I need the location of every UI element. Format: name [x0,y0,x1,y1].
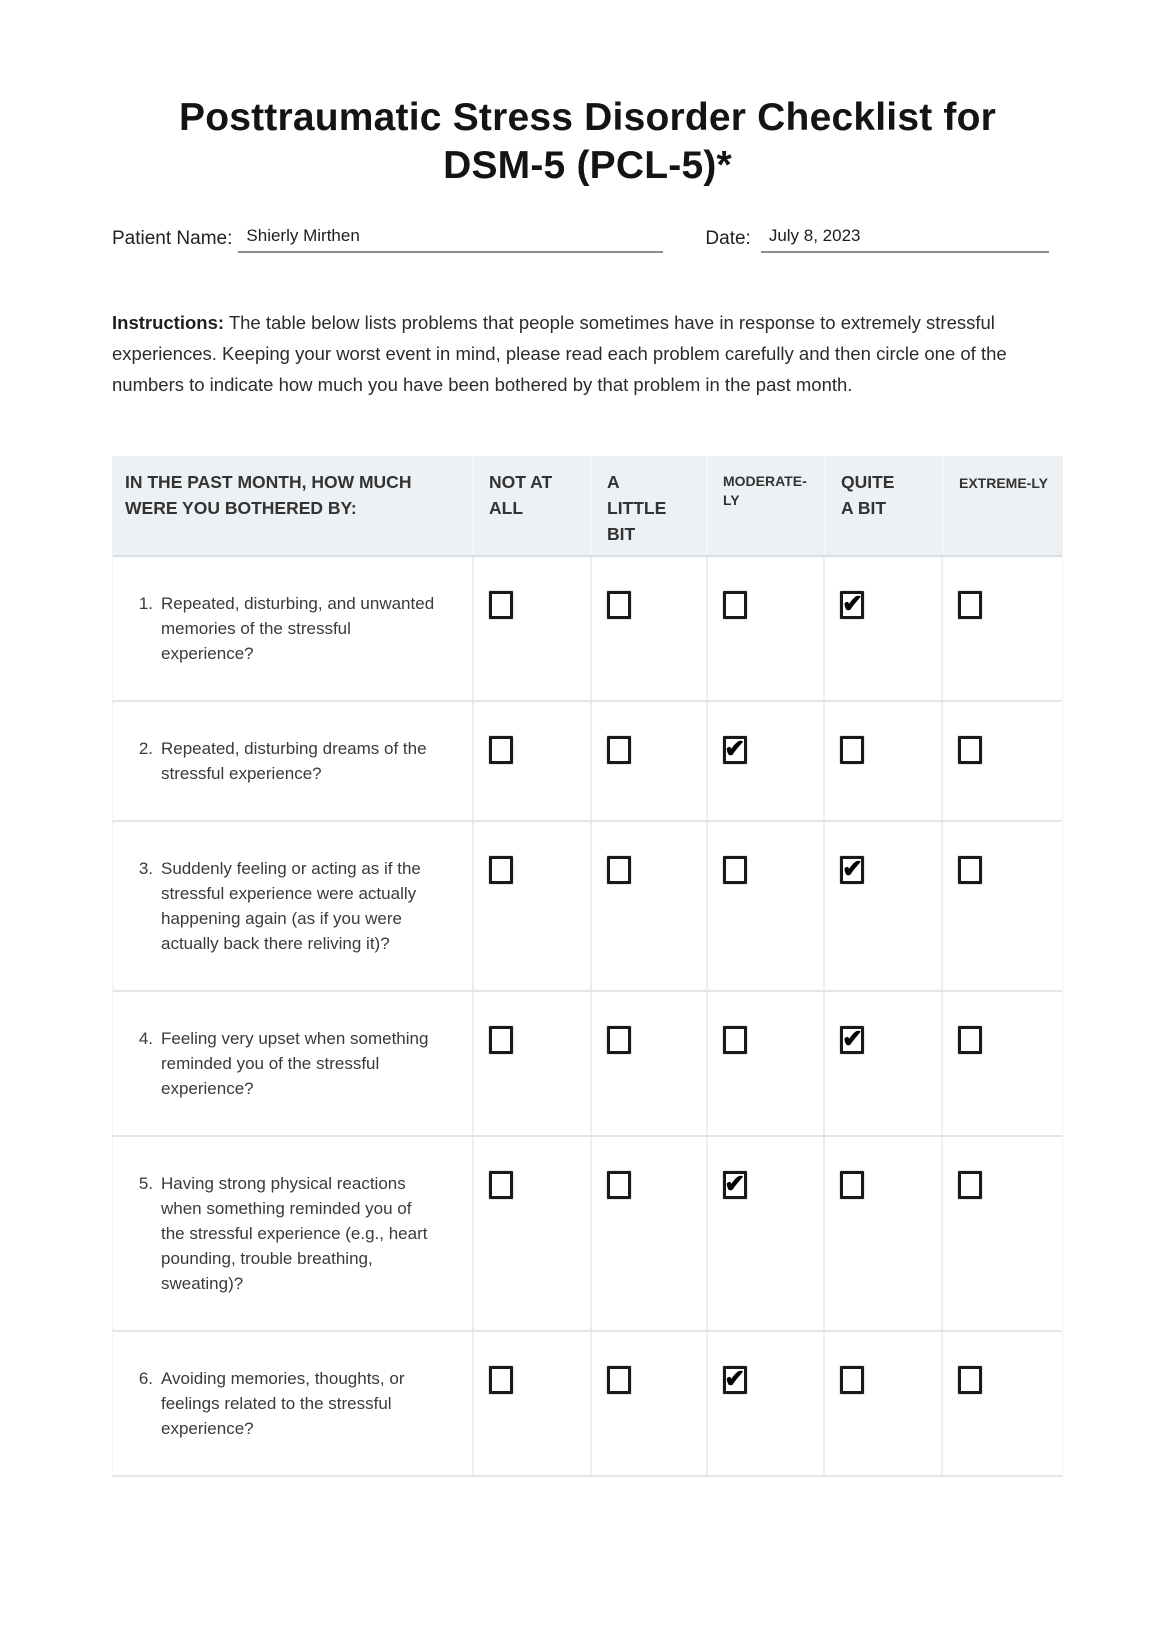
column-header-moderately-text: MODERATE-LY [723,473,807,508]
option-cell-moderately [706,822,824,990]
option-cell-quite-a-bit [823,822,941,990]
column-header-moderately [706,456,824,555]
question-cell [113,702,472,820]
option-cell-not-at-all [472,702,590,820]
checkbox-q1-not-at-all[interactable] [489,591,513,619]
question-cell [113,822,472,990]
option-cell-not-at-all [472,1332,590,1475]
option-cell-a-little-bit [590,822,706,990]
option-cell-not-at-all [472,1137,590,1330]
option-cell-not-at-all [472,992,590,1135]
table-row [113,700,1062,820]
checkbox-q3-extremely[interactable] [958,856,982,884]
table-row [113,990,1062,1135]
checkbox-q2-moderately[interactable]: ✔ [724,735,746,763]
option-cell-quite-a-bit [823,1137,941,1330]
table-row [113,555,1062,700]
question-number: 1. [138,594,153,613]
checkbox-q5-moderately[interactable]: ✔ [724,1170,746,1198]
question-text: Feeling very upset when something reminded you of the stressful experience? [161,1029,429,1098]
question-text: Repeated, disturbing dreams of the stressful experience? [161,739,427,783]
option-cell-moderately [706,702,824,820]
checkbox-q1-quite-a-bit[interactable]: ✔ [842,590,863,618]
question-text: Having strong physical reactions when something reminded you of the stressful experience (e.g., heart pounding, trouble breathing, sweating)? [161,1174,428,1293]
option-cell-a-little-bit [590,702,706,820]
question-cell [113,992,472,1135]
patient-name-field[interactable] [238,224,663,253]
checkbox-q1-a-little-bit[interactable] [607,591,631,619]
checkbox-q3-moderately[interactable] [723,856,747,884]
date-field[interactable] [761,224,1049,253]
option-cell-quite-a-bit [823,557,941,700]
option-cell-a-little-bit [590,557,706,700]
checkbox-q4-not-at-all[interactable] [489,1026,513,1054]
option-cell-not-at-all [472,557,590,700]
checkbox-q4-moderately[interactable] [723,1026,747,1054]
table-row [113,1135,1062,1330]
option-cell-quite-a-bit [823,1332,941,1475]
patient-info-row [112,224,1063,253]
column-header-extremely [942,456,1063,555]
checkbox-q6-extremely[interactable] [958,1366,982,1394]
column-header-quite-a-bit [824,456,942,555]
option-cell-quite-a-bit [823,992,941,1135]
option-cell-a-little-bit [590,1137,706,1330]
question-number: 3. [138,859,153,878]
patient-name-label: Patient Name: [112,228,233,249]
checkbox-q5-extremely[interactable] [958,1171,982,1199]
column-header-not-at-all-text: NOT AT ALL [489,472,553,518]
checkbox-q5-not-at-all[interactable] [489,1171,513,1199]
option-cell-a-little-bit [590,1332,706,1475]
option-cell-extremely [941,822,1062,990]
question-text: Repeated, disturbing, and unwanted memories of the stressful experience? [161,594,435,663]
option-cell-extremely [941,1332,1062,1475]
checkbox-q3-quite-a-bit[interactable]: ✔ [842,855,863,883]
patient-name-value: Shierly Mirthen [246,226,360,245]
checkbox-q6-a-little-bit[interactable] [607,1366,631,1394]
checkbox-q3-a-little-bit[interactable] [607,856,631,884]
question-number: 2. [138,739,153,758]
table-body [112,555,1063,1477]
column-header-question-text: IN THE PAST MONTH, HOW MUCH WERE YOU BOTHERED BY: [125,472,412,518]
date-value: July 8, 2023 [768,226,861,245]
page-title [112,94,1063,190]
checkbox-q6-moderately[interactable]: ✔ [724,1365,746,1393]
date-label: Date: [705,228,751,249]
checkbox-q2-a-little-bit[interactable] [607,736,631,764]
checkbox-q2-quite-a-bit[interactable] [840,736,864,764]
option-cell-moderately [706,1137,824,1330]
checkbox-q6-not-at-all[interactable] [489,1366,513,1394]
question-text: Suddenly feeling or acting as if the stressful experience were actually happening again (as if you were actually back there reliving it)? [161,859,421,953]
page-title-line2: DSM-5 (PCL-5)* [443,144,732,187]
question-number: 6. [138,1369,153,1388]
checkbox-q2-not-at-all[interactable] [489,736,513,764]
checkbox-q3-not-at-all[interactable] [489,856,513,884]
checkbox-q5-quite-a-bit[interactable] [840,1171,864,1199]
option-cell-extremely [941,1137,1062,1330]
checkbox-q4-quite-a-bit[interactable]: ✔ [842,1025,863,1053]
checkbox-q6-quite-a-bit[interactable] [840,1366,864,1394]
instructions-label: Instructions: [112,312,225,333]
instructions-paragraph [112,307,1015,400]
question-number: 4. [138,1029,153,1048]
table-header-row [112,456,1063,555]
option-cell-extremely [941,702,1062,820]
column-header-a-little-bit-text: A LITTLE BIT [607,472,667,544]
option-cell-moderately [706,557,824,700]
checkbox-q4-a-little-bit[interactable] [607,1026,631,1054]
column-header-quite-a-bit-text: QUITE A BIT [841,472,895,518]
question-number: 5. [138,1174,153,1193]
checkbox-q4-extremely[interactable] [958,1026,982,1054]
column-header-extremely-text: EXTREME-LY [959,475,1048,491]
checkbox-q2-extremely[interactable] [958,736,982,764]
option-cell-extremely [941,557,1062,700]
checkbox-q1-moderately[interactable] [723,591,747,619]
option-cell-moderately [706,1332,824,1475]
option-cell-extremely [941,992,1062,1135]
table-row [113,820,1062,990]
pcl5-table [112,456,1063,1477]
option-cell-moderately [706,992,824,1135]
column-header-not-at-all [472,456,590,555]
option-cell-quite-a-bit [823,702,941,820]
option-cell-a-little-bit [590,992,706,1135]
checkbox-q5-a-little-bit[interactable] [607,1171,631,1199]
option-cell-not-at-all [472,822,590,990]
checkbox-q1-extremely[interactable] [958,591,982,619]
question-cell [113,557,472,700]
column-header-a-little-bit [590,456,706,555]
question-cell [113,1332,472,1475]
page-title-line1: Posttraumatic Stress Disorder Checklist for [178,96,997,139]
instructions-body: The table below lists problems that people sometimes have in response to extremely stressful experiences. Keeping your worst event in mind, please read each problem carefully and then circle one of the numbers to indicate how much you have been bothered by that problem in the past month. [112,312,1007,395]
column-header-question [112,456,472,555]
question-cell [113,1137,472,1330]
table-row [113,1330,1062,1475]
question-text: Avoiding memories, thoughts, or feelings related to the stressful experience? [161,1369,405,1438]
